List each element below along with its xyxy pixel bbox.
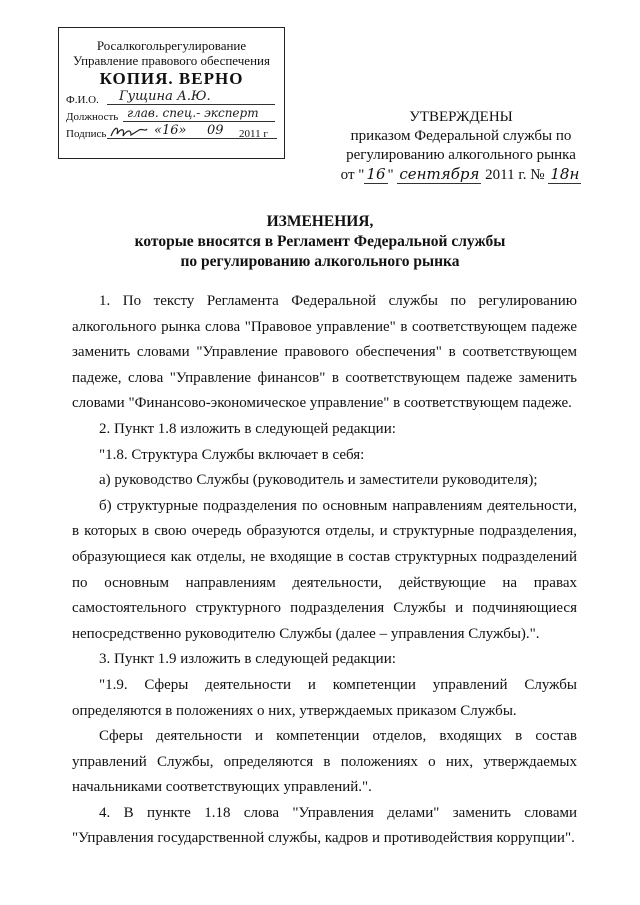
paragraph-9: 4. В пункте 1.18 слова "Управления делами" заменить словами "Управления государственной службы, кадров и противодействия коррупции". — [72, 804, 577, 847]
approval-day: 16 — [366, 165, 386, 183]
stamp-position-line — [123, 121, 275, 122]
stamp-signature-line — [107, 138, 277, 139]
approval-date-line — [336, 165, 586, 185]
stamp-name-value: Гущина А.Ю. — [119, 89, 211, 104]
stamp-org-line2: Управление правового обеспечения — [73, 53, 270, 68]
stamp-name-row — [59, 90, 284, 107]
stamp-position-label: Должность — [66, 111, 119, 123]
paragraph-6: 3. Пункт 1.9 изложить в следующей редакции: — [99, 651, 396, 668]
paragraph-8: Сферы деятельности и компетенции отделов, входящих в состав управлений Службы, определяются в положениях о них, утверждаемых начальниками соответствующих управлений.". — [72, 728, 577, 796]
title-line1: ИЗМЕНЕНИЯ, — [266, 213, 374, 230]
approval-number: 18н — [550, 165, 580, 183]
copy-stamp — [58, 27, 285, 159]
stamp-date-year: 2011 г — [239, 128, 268, 140]
paragraph-5: б) структурные подразделения по основным направлениям деятельности, в которых в свою очередь образуются отделы, и структурные подразделения, образующиеся как отделы, не входящие в состав структурных подразделений по основным направлениям деятельности, действующие на правах самостоятельного структурного подразделения Службы и подчиняющиеся непосредственно руководителю Службы (далее – управления Службы).". — [72, 497, 577, 642]
stamp-position-row — [59, 107, 284, 124]
approval-line1: УТВЕРЖДЕНЫ — [409, 109, 513, 125]
stamp-position-value: глав. спец.- эксперт — [127, 106, 259, 120]
stamp-name-line — [107, 104, 275, 105]
paragraph-7: "1.9. Сферы деятельности и компетенции управлений Службы определяются в положениях о них, утверждаемых приказом Службы. — [72, 676, 577, 719]
stamp-name-label: Ф.И.О. — [66, 94, 99, 106]
approval-line2: приказом Федеральной службы по — [350, 128, 572, 144]
document-body — [72, 289, 577, 852]
stamp-date-month: 09 — [207, 123, 224, 138]
document-title — [40, 212, 600, 272]
approval-date-mid: " — [387, 167, 394, 183]
stamp-organization — [59, 38, 284, 68]
approval-line3: регулированию алкогольного рынка — [346, 147, 576, 163]
stamp-signature-row — [59, 124, 284, 141]
paragraph-1: 1. По тексту Регламента Федеральной службы по регулированию алкогольного рынка слова "Правовое управление" в соответствующем падеже заменить словами "Управление правового обеспечения" в соответствующем падеже, слова "Управление финансов" в соответствующем падеже заменить словами "Финансово-экономическое управление" в соответствующем падеже. — [72, 293, 577, 412]
stamp-org-line1: Росалкогольрегулирование — [96, 38, 247, 53]
approval-block — [336, 108, 586, 185]
paragraph-4: а) руководство Службы (руководитель и заместители руководителя); — [99, 472, 538, 489]
paragraph-2: 2. Пункт 1.8 изложить в следующей редакции: — [99, 420, 396, 437]
stamp-date-day: «16» — [154, 123, 187, 138]
title-line3: по регулированию алкогольного рынка — [180, 253, 460, 270]
approval-month: сентября — [399, 165, 480, 183]
stamp-copy-title: КОПИЯ. ВЕРНО — [99, 69, 244, 88]
stamp-signature-label: Подпись — [66, 128, 107, 140]
title-line2: которые вносятся в Регламент Федеральной службы — [134, 233, 506, 250]
approval-date-prefix: от " — [340, 167, 365, 183]
approval-year: 2011 г. № — [485, 167, 545, 183]
paragraph-3: "1.8. Структура Службы включает в себя: — [99, 446, 365, 463]
